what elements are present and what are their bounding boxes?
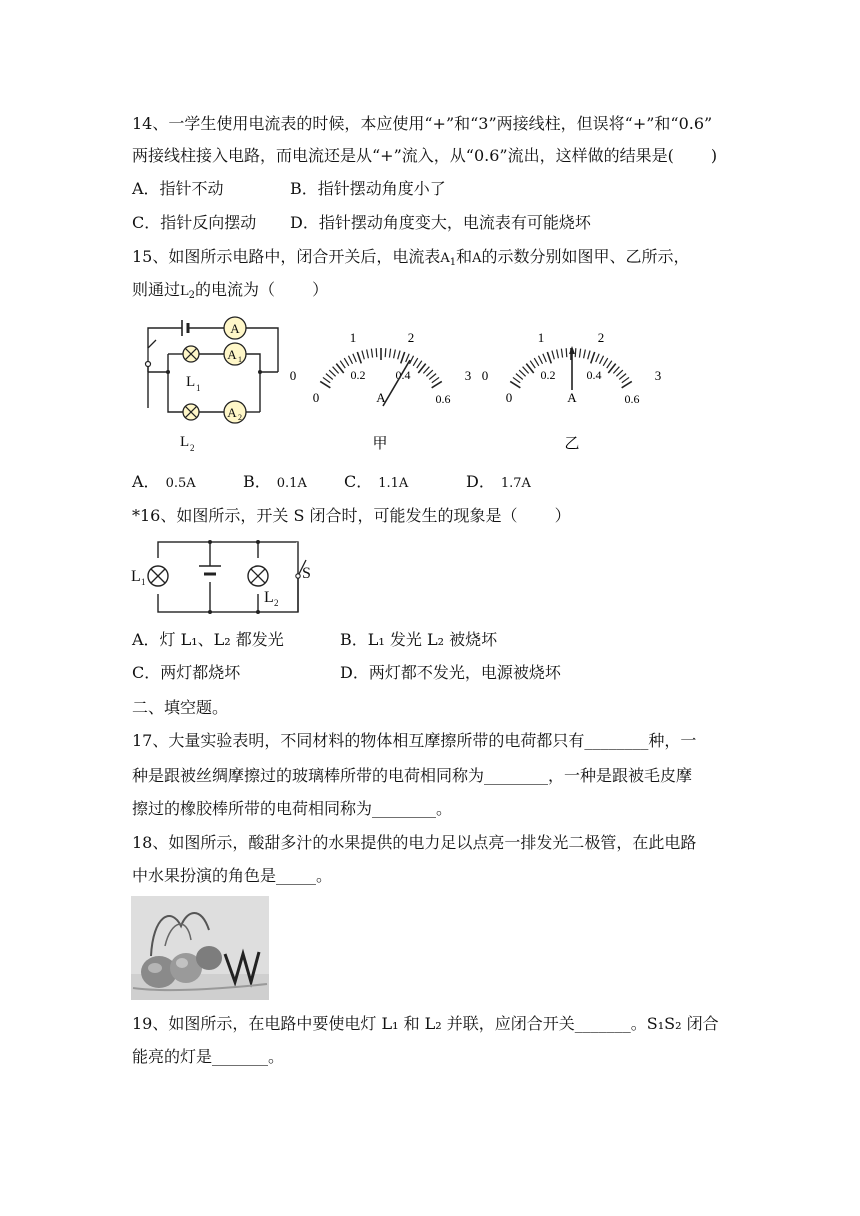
q14-option-a: A．指针不动 [132, 179, 224, 198]
meter-tick [552, 351, 554, 360]
q17-line1: 17、大量实验表明，不同材料的物体相互摩擦所带的电荷都只有________种，一 [132, 731, 697, 750]
meter-tick [575, 348, 576, 357]
q14-option-d: D．指针摆动角度变大，电流表有可能烧坏 [290, 213, 591, 232]
svg-text:A: A [230, 321, 240, 336]
meter-tick [326, 374, 333, 380]
lamp-l2 [183, 404, 199, 420]
meter-yi-top-1: 1 [537, 330, 545, 345]
q16-label-s: S [302, 565, 311, 582]
svg-text:2: 2 [238, 413, 242, 422]
q15-option-b: B． 0.1A [243, 472, 307, 491]
meter-tick [357, 352, 361, 363]
q14-option-b: B．指针摆动角度小了 [290, 179, 446, 198]
meter-tick [547, 352, 551, 363]
section-fill-in-title: 二、填空题。 [132, 698, 229, 717]
meter-tick [538, 356, 542, 364]
q16-lamp-l1 [148, 566, 168, 586]
meter-a2 [224, 401, 246, 423]
q15-line2-post: 的电流为（ ） [195, 280, 329, 299]
meter-tick [561, 349, 562, 358]
meter-tick [385, 348, 386, 357]
meter-a [224, 317, 246, 339]
svg-text:1: 1 [141, 577, 146, 587]
meter-tick [376, 348, 377, 357]
meter-tick [426, 370, 432, 376]
meter-yi-caption: 乙 [564, 436, 580, 452]
q16-circuit-diagram [128, 536, 328, 618]
meter-tick [333, 367, 339, 374]
meter-tick [596, 354, 600, 362]
label-l1: L [186, 374, 196, 390]
meter-tick [566, 348, 567, 357]
meter-tick [591, 352, 595, 363]
meter-tick [584, 349, 586, 358]
meter-tick [423, 367, 429, 374]
meter-yi-three: 3 [654, 368, 662, 383]
q16-option-b: B．L₁ 发光 L₂ 被烧坏 [340, 630, 498, 649]
meter-tick [417, 361, 422, 368]
meter-tick [344, 358, 349, 366]
meter-jia-0.6: 0.6 [435, 392, 451, 406]
svg-text:1: 1 [196, 383, 201, 393]
q15-circuit-diagram [128, 312, 288, 462]
q15-line2-pre: 则通过 [132, 280, 181, 299]
meter-tick [348, 356, 352, 364]
q15-option-c: C． 1.1A [344, 472, 409, 491]
meter-jia-needle [383, 360, 410, 406]
meter-tick [588, 351, 590, 360]
q16-option-a: A．灯 L₁、L₂ 都发光 [132, 630, 284, 649]
meter-jia-0.4: 0.4 [395, 368, 411, 382]
q16-label-l2: L [264, 589, 274, 606]
meter-jia [286, 324, 478, 454]
meter-tick [613, 367, 619, 374]
meter-yi-unit: A [567, 390, 577, 405]
q14-line1: 14、一学生使用电流表的时候，本应使用“+”和“3”两接线柱，但误将“+”和“0.6” [132, 114, 713, 133]
meter-tick [394, 349, 396, 358]
meter-tick [619, 374, 626, 380]
q15-l2-symbol: $L_2$ [180, 284, 196, 301]
meter-jia-0.2: 0.2 [350, 368, 366, 382]
label-l2: L [180, 434, 190, 450]
meter-jia-top-2: 2 [407, 330, 415, 345]
meter-tick [429, 374, 436, 380]
svg-text:2: 2 [274, 598, 279, 608]
meter-jia-three: 3 [464, 368, 472, 383]
meter-tick [516, 374, 523, 380]
meter-tick [367, 349, 369, 358]
q15-option-a: A． 0.5A [132, 472, 196, 491]
meter-tick [323, 377, 330, 382]
q15-a-symbol: A [472, 251, 482, 266]
meter-tick [579, 349, 580, 358]
meter-tick [409, 356, 413, 364]
meter-tick [371, 349, 372, 358]
meter-yi [478, 324, 670, 454]
meter-tick [557, 349, 559, 358]
svg-text:A: A [227, 405, 237, 420]
q18-line1: 18、如图所示，酸甜多汁的水果提供的电力足以点亮一排发光二极管，在此电路 [132, 833, 697, 852]
q15-line2 [132, 279, 328, 307]
meter-tick [607, 361, 612, 368]
svg-text:A: A [227, 347, 237, 362]
q15-line1 [132, 246, 690, 274]
meter-tick [432, 377, 439, 382]
q15-option-d: D． 1.7A [466, 472, 531, 491]
lamp-l1 [183, 346, 199, 362]
q16-lamp-l2 [248, 566, 268, 586]
meter-tick [523, 367, 529, 374]
meter-jia-caption: 甲 [372, 436, 388, 452]
q14-option-c: C．指针反向摆动 [132, 213, 257, 232]
meter-tick [401, 352, 405, 363]
meter-tick [340, 361, 345, 368]
meter-tick [329, 370, 335, 376]
meter-tick [389, 349, 390, 358]
meter-tick [534, 358, 539, 366]
meter-tick [599, 356, 603, 364]
meter-tick [616, 370, 622, 376]
meter-yi-0.2: 0.2 [540, 368, 556, 382]
q16-option-c: C．两灯都烧坏 [132, 663, 241, 682]
meter-a1 [224, 343, 246, 365]
q16-stem: *16、如图所示，开关 S 闭合时，可能发生的现象是（ ） [132, 506, 571, 525]
q19-line1: 19、如图所示，在电路中要使电灯 L₁ 和 L₂ 并联，应闭合开关_______。S₁S₂ 闭合 [132, 1014, 719, 1033]
meter-tick [398, 351, 400, 360]
q14-line2: 两接线柱接入电路，而电流还是从“+”流入，从“0.6”流出，这样做的结果是( ) [132, 146, 718, 165]
meter-jia-zero-inner: 0 [312, 390, 320, 405]
q18-line2: 中水果扮演的角色是_____。 [132, 866, 333, 885]
q19-line2: 能亮的灯是_______。 [132, 1047, 285, 1066]
meter-tick [353, 354, 357, 362]
q15-and: 和 [456, 247, 473, 266]
meter-yi-top-2: 2 [597, 330, 605, 345]
q17-line2: 种是跟被丝绸摩擦过的玻璃棒所带的电荷相同称为________，一种是跟被毛皮摩 [132, 766, 693, 785]
meter-jia-unit: A [376, 390, 386, 405]
q15-line1-pre: 15、如图所示电路中，闭合开关后，电流表 [132, 247, 441, 266]
svg-text:1: 1 [238, 355, 242, 364]
meter-tick [543, 354, 547, 362]
meter-jia-scale [320, 348, 442, 388]
meter-yi-0.6: 0.6 [624, 392, 640, 406]
meter-yi-0.4: 0.4 [586, 368, 602, 382]
meter-tick [513, 377, 520, 382]
meter-tick [413, 358, 418, 366]
q16-option-d: D．两灯都不发光，电源被烧坏 [340, 663, 561, 682]
meter-yi-zero-inner: 0 [505, 390, 513, 405]
meter-tick [362, 351, 364, 360]
meter-tick [603, 358, 608, 366]
fruit-battery-photo [131, 896, 269, 1000]
q15-line1-post: 的示数分别如图甲、乙所示， [481, 247, 690, 266]
meter-tick [622, 377, 629, 382]
q16-label-l1: L [131, 568, 141, 585]
svg-text:2: 2 [190, 443, 195, 453]
meter-jia-zero-outer: 0 [289, 368, 297, 383]
meter-jia-top-1: 1 [349, 330, 357, 345]
meter-tick [530, 361, 535, 368]
meter-yi-zero-outer: 0 [481, 368, 489, 383]
meter-tick [519, 370, 525, 376]
q15-a1-symbol: $A_1$ [440, 251, 457, 268]
q17-line3: 擦过的橡胶棒所带的电荷相同称为________。 [132, 799, 453, 818]
